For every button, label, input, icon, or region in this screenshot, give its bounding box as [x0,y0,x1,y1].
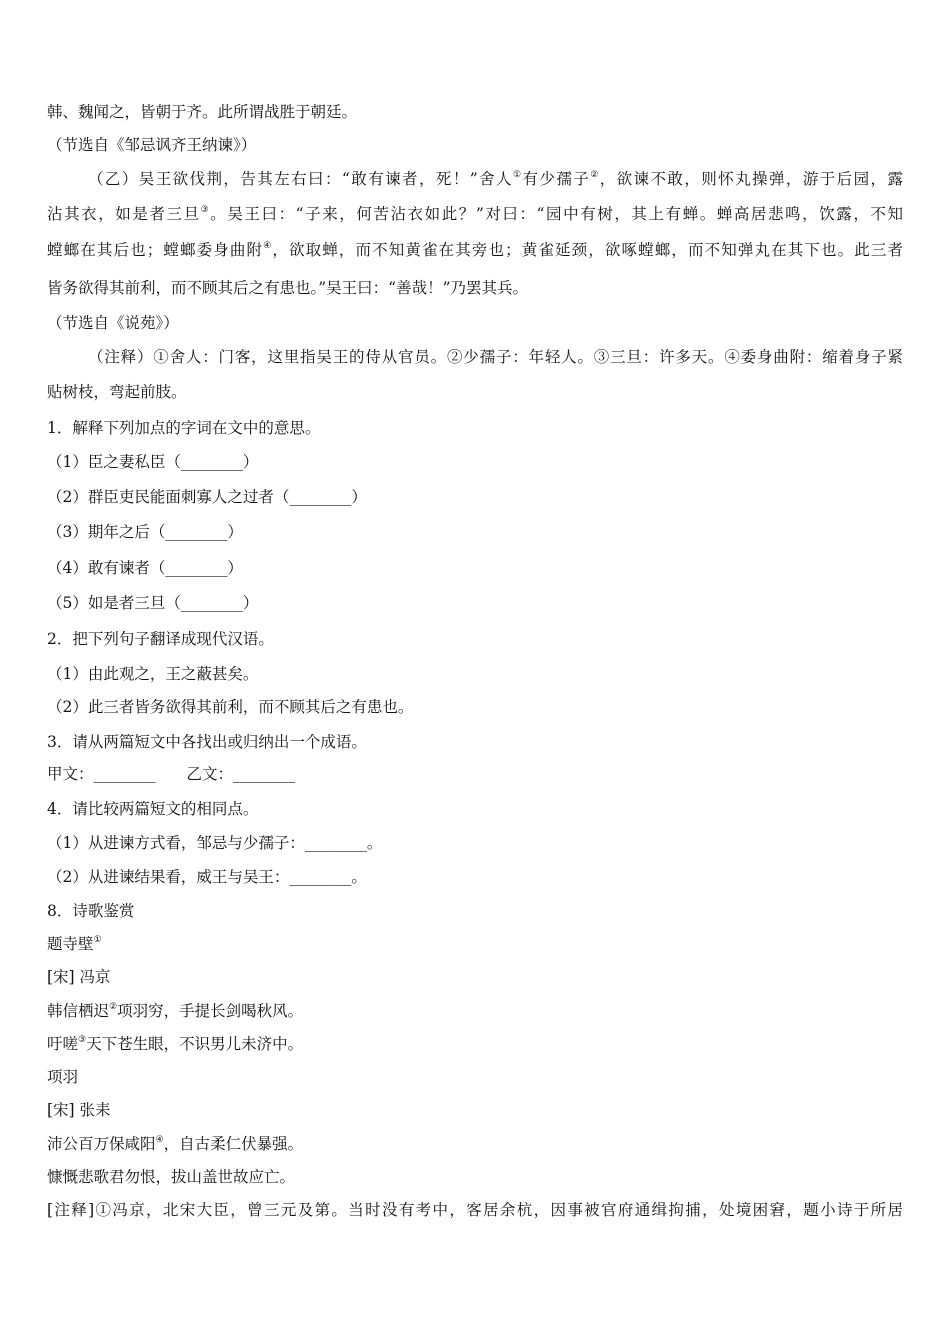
text-line [47,1200,903,1220]
text-segment: （3）期年之后（________） [47,523,243,541]
text-segment: （1）臣之妻私臣（________） [47,453,259,471]
text-segment: 2．把下列句子翻译成现代汉语。 [47,630,274,648]
footnote-marker: ④ [263,241,273,251]
text-line [47,1167,295,1187]
footnote-marker: ① [93,935,102,945]
footnote-marker: ② [109,1002,118,1012]
text-segment: [宋] 冯京 [47,968,111,986]
text-line [47,867,367,887]
text-segment: （2）此三者皆务欲得其前利，而不顾其后之有患也。 [47,698,414,716]
footnote-marker: ① [512,170,523,180]
text-line [47,967,111,987]
text-segment: （节选自《邹忌讽齐王纳谏》） [47,136,257,154]
text-segment: ，自古柔仁伏暴强。 [163,1135,304,1153]
text-line [88,169,903,189]
text-line [47,1001,303,1021]
text-segment: [注释]①冯京，北宋大臣，曾三元及第。当时没有考中，客居余杭，因事被官府通缉拘捕，处境困窘，题小诗于所居 [47,1201,903,1219]
text-line [47,629,274,649]
text-line [47,901,134,921]
footnote-marker: ③ [200,205,211,215]
text-line [47,487,367,507]
text-line [47,522,243,542]
text-segment: 慷慨悲歌君勿恨，拔山盖世故应亡。 [47,1168,296,1186]
text-segment: 螳螂在其后也；螳螂委身曲附 [47,241,264,259]
text-line [88,347,903,367]
text-segment: （2）群臣吏民能面刺寡人之过者（________） [47,488,367,506]
text-segment: 项羽穷，手提长剑喝秋风。 [117,1002,304,1020]
text-segment: （2）从进谏结果看，威王与吴王：________。 [47,868,367,886]
text-segment: 3．请从两篇短文中各找出或归纳出一个成语。 [47,733,367,751]
text-segment: 沾其衣，如是者三旦 [47,205,201,223]
text-line [47,934,102,954]
footnote-marker: ④ [155,1135,164,1145]
text-segment: 。吴王曰：“子来，何苦沾衣如此？”对曰：“园中有树，其上有蝉。蝉高居悲鸣，饮露，不知 [210,205,903,223]
text-segment: （5）如是者三旦（________） [47,594,259,612]
text-segment: 有少孺子 [522,170,591,188]
text-line [47,1134,303,1154]
text-line [47,278,528,298]
text-line [47,102,357,122]
text-segment: 4．请比较两篇短文的相同点。 [47,800,259,818]
text-line [47,1067,78,1087]
footnote-marker: ② [590,170,600,180]
text-segment: [宋] 张耒 [47,1101,111,1119]
text-segment: 8．诗歌鉴赏 [47,902,135,920]
text-segment: （节选自《说苑》） [47,314,179,332]
text-segment: （乙）吴王欲伐荆，告其左右曰：“敢有谏者，死！”舍人 [88,170,513,188]
text-line [47,664,258,684]
text-segment: 皆务欲得其前利，而不顾其后之有患也。”吴王曰：“善哉！”乃罢其兵。 [47,279,529,297]
text-segment: ，欲取蝉，而不知黄雀在其旁也；黄雀延颈，欲啄螳螂，而不知弹丸在其下也。此三者 [272,241,903,259]
text-segment: 项羽 [47,1068,79,1086]
text-segment: 吁嗟 [47,1035,79,1053]
text-segment: 韩信栖迟 [47,1002,110,1020]
text-segment: 1．解释下列加点的字词在文中的意思。 [47,419,321,437]
text-line [47,452,258,472]
text-line [47,558,243,578]
text-segment: 韩、魏闻之，皆朝于齐。此所谓战胜于朝廷。 [47,103,358,121]
text-segment: 天下苍生眼，不识男儿未济中。 [86,1035,304,1053]
text-line [47,240,903,260]
text-segment: 贴树枝，弯起前肢。 [47,383,187,401]
text-segment: （4）敢有谏者（________） [47,559,243,577]
text-line [47,799,258,819]
text-segment: 沛公百万保咸阳 [47,1135,156,1153]
text-line [47,204,903,224]
text-line [47,732,367,752]
text-segment: （1）从进谏方式看，邹忌与少孺子：________。 [47,834,383,852]
text-line [47,593,258,613]
text-segment: （1）由此观之，王之蔽甚矣。 [47,665,259,683]
text-line [47,1100,111,1120]
text-line [47,418,320,438]
text-line [47,764,295,784]
text-segment: （注释）①舍人：门客，这里指吴王的侍从官员。②少孺子：年轻人。③三旦：许多天。④委身曲附：缩着身子紧 [88,348,903,366]
text-segment: 甲文：________ 乙文：________ [47,765,296,783]
text-segment: 题寺壁 [47,935,94,953]
text-line [47,135,256,155]
text-segment: ，欲谏不敢，则怀丸操弹，游于后园，露 [599,170,903,188]
text-line [47,697,413,717]
text-line [47,382,187,402]
text-line [47,833,382,853]
footnote-marker: ③ [78,1035,87,1045]
text-line [47,313,179,333]
text-line [47,1034,303,1054]
